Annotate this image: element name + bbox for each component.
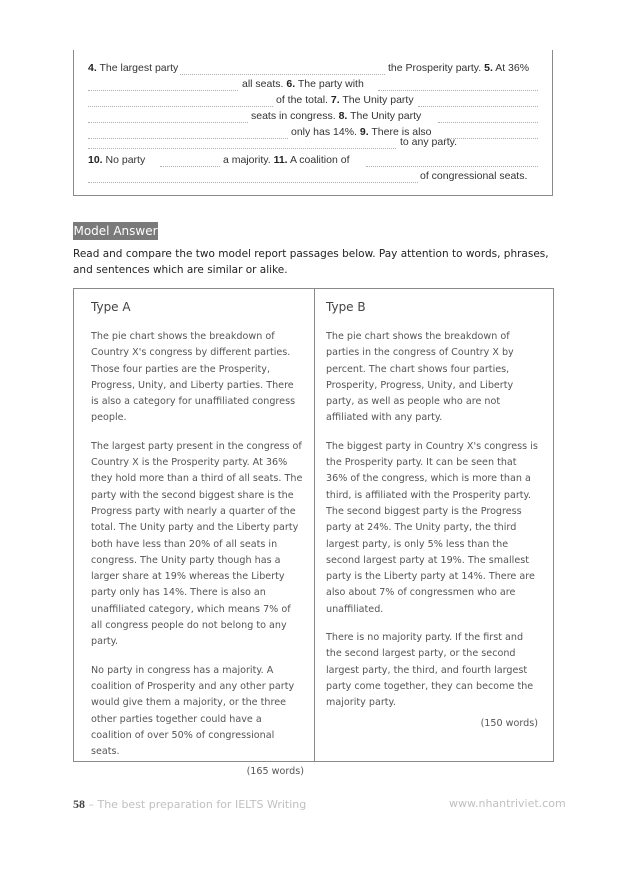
- exercise-line-4: [88, 62, 178, 74]
- answer-blank-11b[interactable]: [88, 182, 418, 183]
- type-a-paragraph-1: The pie chart shows the breakdown of Country X's congress by different parties. Those four parties are the Prosperity, Progress, Unity, and Liberty parties. There is also a category for unaffiliated congress people.: [91, 331, 296, 424]
- footer-left: [73, 797, 306, 812]
- type-a-title: Type A: [91, 300, 131, 314]
- answer-blank-8a[interactable]: [438, 122, 538, 123]
- answer-blank-8b[interactable]: [88, 138, 288, 139]
- question-text-8-tail: only has 14%.: [291, 126, 357, 138]
- question-text-11: A coalition of: [289, 154, 350, 166]
- question-text-5-tail: all seats.: [242, 78, 284, 90]
- exercise-line-5: [388, 62, 529, 74]
- question-text-9: There is also: [371, 126, 432, 138]
- answer-blank-11a[interactable]: [366, 166, 538, 167]
- model-answer-badge: Model Answer: [73, 224, 158, 238]
- exercise-line-9-tail: [400, 136, 457, 148]
- question-text-11-tail: of congressional seats.: [420, 170, 528, 182]
- question-number-8: 8.: [338, 110, 348, 122]
- question-text-10: No party: [105, 154, 146, 166]
- answer-blank-9b[interactable]: [88, 148, 396, 149]
- question-text-10-tail: a majority.: [223, 154, 271, 166]
- type-a-paragraph-3: No party in congress has a majority. A coalition of Prosperity and any other party would give them a majority, or the three other parties together could have a coalition of over 50% of congressional seats.: [91, 664, 295, 758]
- instructions-text: Read and compare the two model report passages below. Pay attention to words, phrases, and sentences which are similar or alike.: [73, 248, 549, 276]
- question-text-7-tail: seats in congress.: [251, 110, 336, 122]
- exercise-line-11: [223, 154, 350, 166]
- type-b-column: [326, 300, 538, 744]
- answer-blank-9a[interactable]: [445, 138, 538, 139]
- type-b-paragraph-2: The biggest party in Country X's congress is the Prosperity party. It can be seen that 36% of the congress, which is more than a third, is affiliated with the Prosperity party. The second biggest party is the Progress party at 24%. The Unity party, the third largest party, is only 5% less than the second largest party at 19%. The smallest party is the Liberty party at 14%. There are also about 7% of congressmen who are unaffiliated.: [326, 440, 538, 615]
- question-number-5: 5.: [484, 62, 493, 74]
- type-b-paragraph-3: There is no majority party. If the first and the second largest party, or the second largest party, the third, and fourth largest party come together, they can become the majority party.: [326, 632, 534, 709]
- question-text-5: At 36%: [495, 62, 530, 74]
- question-text-6-tail: of the total.: [276, 94, 328, 106]
- question-number-11: 11.: [273, 154, 288, 166]
- page-number: 58: [73, 797, 85, 811]
- exercise-line-11-tail: [420, 170, 527, 182]
- answer-blank-6b[interactable]: [88, 106, 273, 107]
- question-text-7: The Unity party: [342, 94, 414, 106]
- question-text-6: The party with: [297, 78, 364, 90]
- answer-blank-6a[interactable]: [378, 90, 538, 91]
- question-text-4-tail: the Prosperity party.: [388, 62, 482, 74]
- question-number-10: 10.: [88, 154, 103, 166]
- type-a-column: [91, 300, 304, 793]
- question-number-9: 9.: [359, 126, 369, 138]
- question-number-4: 4.: [88, 62, 97, 74]
- question-text-4: The largest party: [99, 62, 179, 74]
- type-a-word-count: (165 words): [246, 766, 304, 778]
- question-text-9-tail: to any party.: [400, 136, 458, 148]
- exercise-line-7: [276, 94, 414, 106]
- footer-book-title: – The best preparation for IELTS Writing: [85, 798, 307, 811]
- answer-blank-7a[interactable]: [418, 106, 538, 107]
- type-b-paragraph-1: The pie chart shows the breakdown of parties in the congress of Country X by percent. The chart shows four parties, Prosperity, Progress, Unity, and Liberty party, as well as people who are not affiliated with any party.: [326, 331, 514, 424]
- question-text-8: The Unity party: [350, 110, 422, 122]
- type-a-paragraph-2: The largest party present in the congress of Country X is the Prosperity party. At 36% they hold more than a third of all seats. The party with the second biggest share is the Progress party with nearly a quarter of the total. The Unity party and the Liberty party both have less than 20% of all seats in congress. The Unity party though has a larger share at 19% whereas the Liberty party only has 14%. There is also an unaffiliated category, which means 7% of all congress people do not belong to any party.: [91, 440, 303, 648]
- answer-blank-10[interactable]: [160, 166, 220, 167]
- exercise-line-10: [88, 154, 145, 166]
- column-divider: [314, 288, 315, 762]
- answer-blank-7b[interactable]: [88, 122, 248, 123]
- answer-blank-5[interactable]: [88, 90, 238, 91]
- answer-blank-4[interactable]: [180, 74, 385, 75]
- question-number-6: 6.: [286, 78, 296, 90]
- exercise-line-6: [242, 78, 364, 90]
- type-b-word-count: (150 words): [480, 717, 538, 729]
- footer-website[interactable]: www.nhantriviet.com: [449, 797, 566, 810]
- type-b-title: Type B: [326, 300, 366, 314]
- exercise-line-8: [251, 110, 421, 122]
- question-number-7: 7.: [330, 94, 340, 106]
